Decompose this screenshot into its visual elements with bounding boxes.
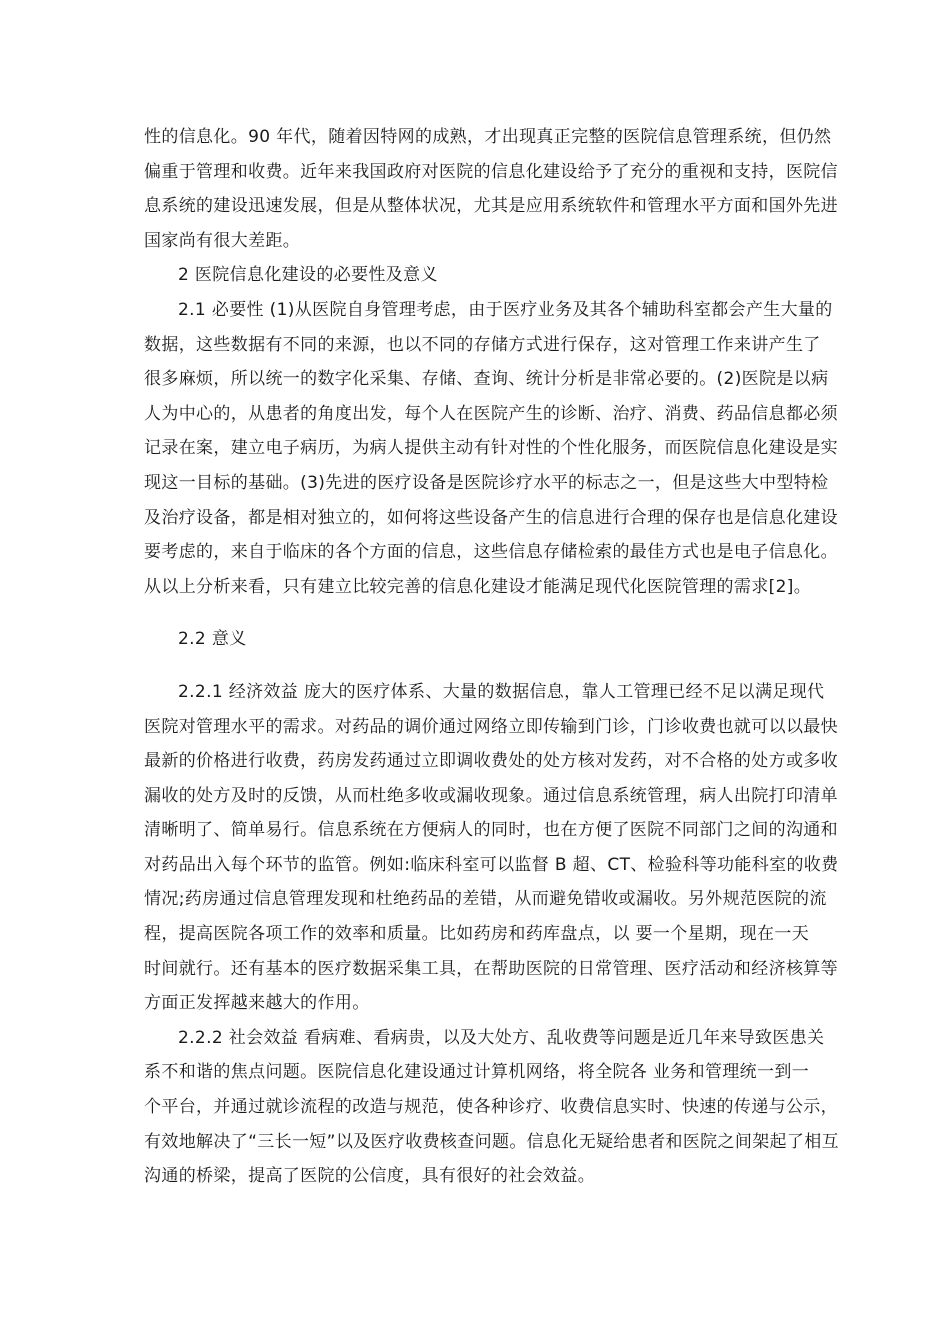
text-line: 最新的价格进行收费，药房发药通过立即调收费处的处方核对发药，对不合格的处方或多收 [144, 751, 838, 772]
section-heading-2-2: 2.2 意义 [178, 629, 247, 650]
text-line: 偏重于管理和收费。近年来我国政府对医院的信息化建设给予了充分的重视和支持，医院信 [144, 161, 838, 182]
text-line: 2.2.2 社会效益 看病难、看病贵，以及大处方、乱收费等问题是近几年来导致医患关 [178, 1027, 825, 1048]
text-line: 要考虑的，来自于临床的各个方面的信息，这些信息存储检索的最佳方式也是电子信息化。 [144, 542, 838, 563]
text-line: 从以上分析来看，只有建立比较完善的信息化建设才能满足现代化医院管理的需求[2]。 [144, 576, 812, 597]
text-line: 系不和谐的焦点问题。医院信息化建设通过计算机网络，将全院各 业务和管理统一到一 [144, 1062, 810, 1083]
text-line: 2.2.1 经济效益 庞大的医疗体系、大量的数据信息，靠人工管理已经不足以满足现代 [178, 681, 825, 702]
text-line: 漏收的处方及时的反馈，从而杜绝多收或漏收现象。通过信息系统管理，病人出院打印清单 [144, 785, 838, 806]
paragraph-2-2-1-economic-benefit [144, 675, 839, 1021]
text-line: 现这一目标的基础。(3)先进的医疗设备是医院诊疗水平的标志之一，但是这些大中型特检 [144, 472, 829, 493]
text-line: 国家尚有很大差距。 [144, 230, 301, 251]
text-line: 沟通的桥梁，提高了医院的公信度，具有很好的社会效益。 [144, 1166, 596, 1187]
text-line: 情况;药房通过信息管理发现和杜绝药品的差错，从而避免错收或漏收。另外规范医院的流 [144, 889, 827, 910]
text-line: 对药品出入每个环节的监管。例如:临床科室可以监督 B 超、CT、检验科等功能科室的收费 [144, 854, 839, 875]
text-line: 有效地解决了“三长一短”以及医疗收费核查问题。信息化无疑给患者和医院之间架起了相互 [144, 1131, 839, 1152]
text-line: 数据，这些数据有不同的来源，也以不同的存储方式进行保存，这对管理工作来讲产生了 [144, 334, 821, 355]
page-body [144, 120, 839, 1194]
text-line: 医院对管理水平的需求。对药品的调价通过网络立即传输到门诊，门诊收费也就可以以最快 [144, 716, 838, 737]
text-line: 记录在案，建立电子病历，为病人提供主动有针对性的个性化服务，而医院信息化建设是实 [144, 438, 838, 459]
text-line: 2.1 必要性 (1)从医院自身管理考虑，由于医疗业务及其各个辅助科室都会产生大量的 [178, 299, 833, 320]
paragraph-intro-continued [144, 120, 838, 258]
paragraph-2-2-2-social-benefit [144, 1021, 839, 1194]
text-line: 清晰明了、简单易行。信息系统在方便病人的同时，也在方便了医院不同部门之间的沟通和 [144, 820, 838, 841]
text-line: 及治疗设备，都是相对独立的，如何将这些设备产生的信息进行合理的保存也是信息化建设 [144, 507, 838, 528]
text-line: 方面正发挥越来越大的作用。 [144, 993, 370, 1014]
text-line: 性的信息化。90 年代，随着因特网的成熟，才出现真正完整的医院信息管理系统，但仍然 [144, 127, 832, 147]
paragraph-2-1-necessity [144, 293, 838, 604]
text-line: 很多麻烦，所以统一的数字化采集、存储、查询、统计分析是非常必要的。(2)医院是以病 [144, 369, 829, 390]
section-heading-2: 2 医院信息化建设的必要性及意义 [178, 265, 438, 286]
text-line: 时间就行。还有基本的医疗数据采集工具，在帮助医院的日常管理、医疗活动和经济核算等 [144, 958, 838, 979]
text-line: 人为中心的，从患者的角度出发，每个人在医院产生的诊断、治疗、消费、药品信息都必须 [144, 403, 838, 424]
text-line: 个平台，并通过就诊流程的改造与规范，使各种诊疗、收费信息实时、快速的传递与公示， [144, 1097, 838, 1118]
text-line: 程，提高医院各项工作的效率和质量。比如药房和药库盘点，以 要一个星期，现在一天 [144, 924, 810, 945]
text-line: 息系统的建设迅速发展，但是从整体状况，尤其是应用系统软件和管理水平方面和国外先进 [144, 196, 838, 217]
